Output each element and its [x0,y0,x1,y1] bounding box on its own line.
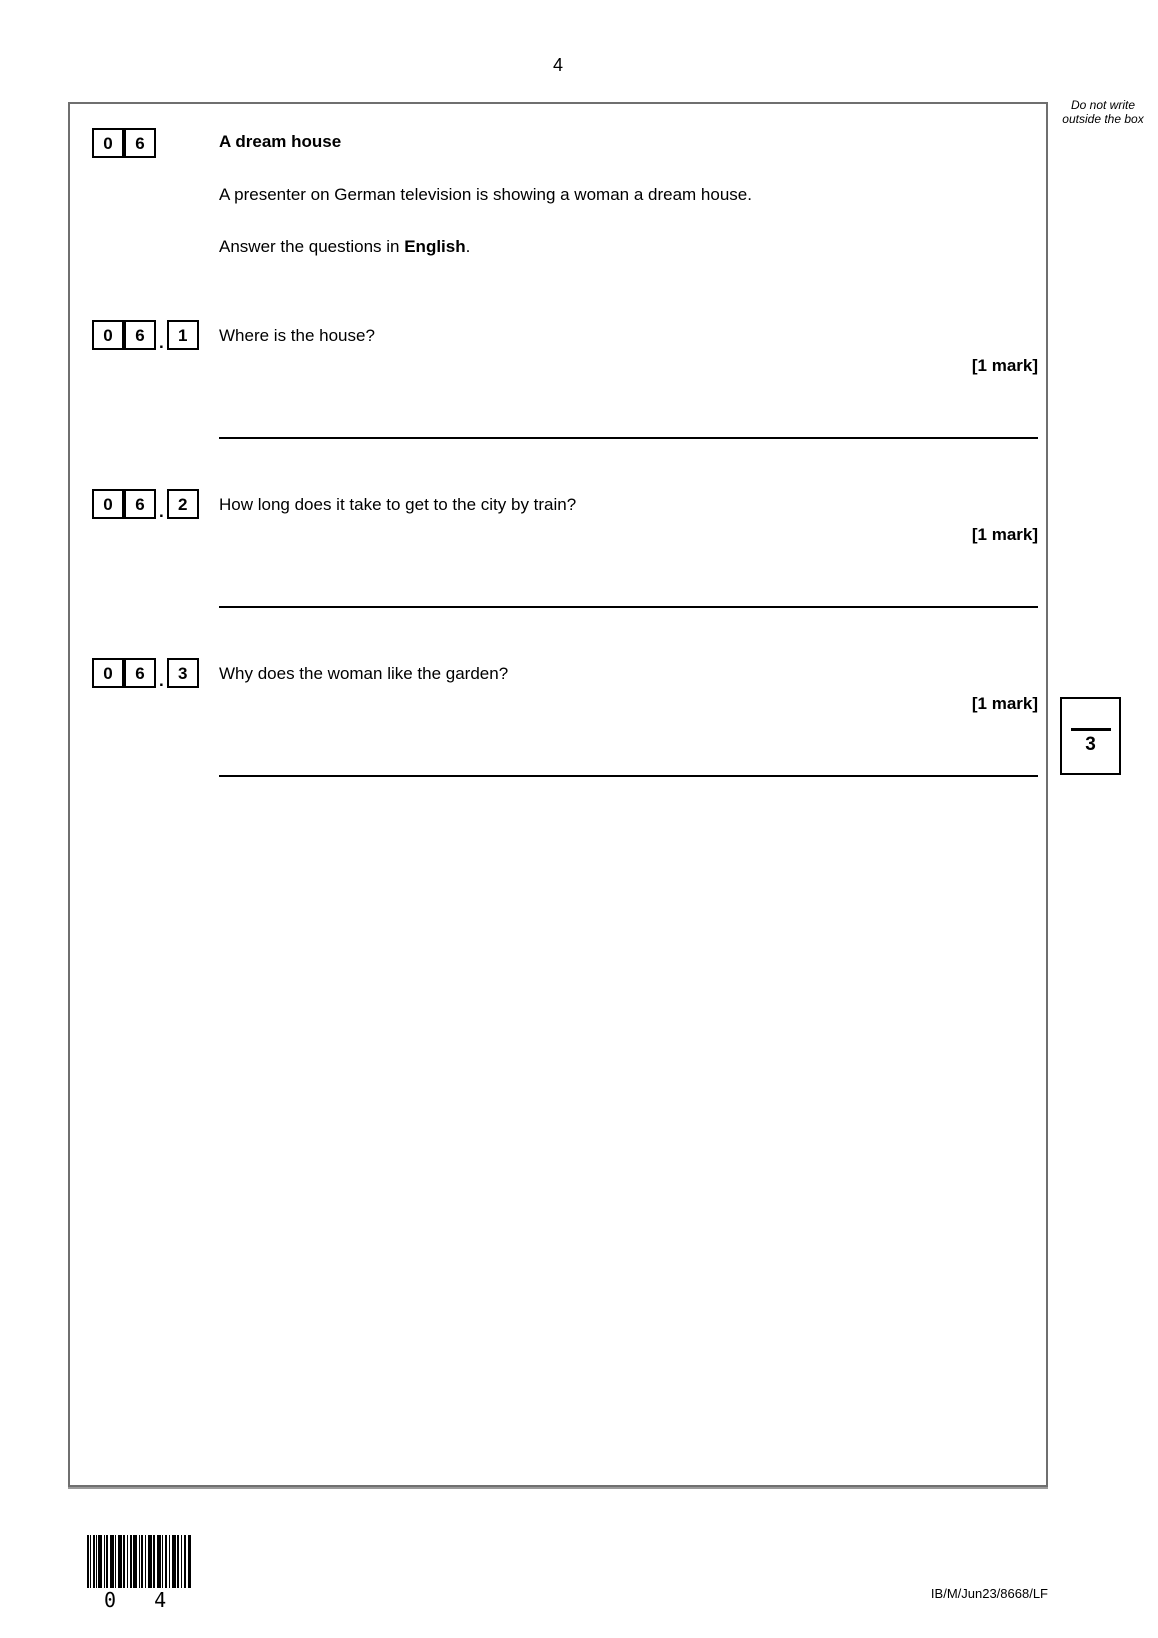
digit-cell: 0 [92,128,124,158]
question-number-box [92,128,156,158]
answer-language-instruction [219,237,470,257]
digit-separator: . [159,671,164,690]
footer-code: IB/M/Jun23/8668/LF [930,1586,1048,1601]
instruction-prefix: Answer the questions in [219,237,405,256]
digit-separator: . [159,333,164,352]
barcode-digits: 0 4 [104,1588,180,1612]
subquestion-number-box [92,658,199,688]
page-number: 4 [552,55,563,75]
digit-cell: 6 [124,489,156,519]
content-box [68,102,1048,1487]
digit-cell: 0 [92,658,124,688]
digit-cell: 0 [92,320,124,350]
subquestion-number-box [92,320,199,350]
question-title: A dream house [219,132,342,151]
total-marks-value: 3 [1085,734,1096,755]
total-marks-divider [1071,728,1111,731]
digit-cell: 1 [167,320,199,350]
marks-label: [1 mark] [971,356,1038,375]
subquestion-text: How long does it take to get to the city by train? [219,495,577,514]
digit-cell: 6 [124,320,156,350]
digit-cell: 0 [92,489,124,519]
barcode [87,1535,191,1588]
do-not-write-note: Do not write outside the box [1062,98,1144,126]
marks-label: [1 mark] [971,525,1038,544]
answer-line [219,775,1038,777]
question-intro: A presenter on German television is showing a woman a dream house. [219,185,752,204]
instruction-bold-word: English [404,237,466,256]
digit-cell: 2 [167,489,199,519]
instruction-suffix: . [465,237,471,256]
answer-line [219,437,1038,439]
total-marks-box [1060,697,1121,775]
digit-cell: 3 [167,658,199,688]
digit-cell: 6 [124,128,156,158]
subquestion-text: Where is the house? [219,326,375,345]
answer-line [219,606,1038,608]
digit-cell: 6 [124,658,156,688]
digit-separator: . [159,502,164,521]
subquestion-number-box [92,489,199,519]
marks-label: [1 mark] [971,694,1038,713]
subquestion-text: Why does the woman like the garden? [219,664,509,683]
